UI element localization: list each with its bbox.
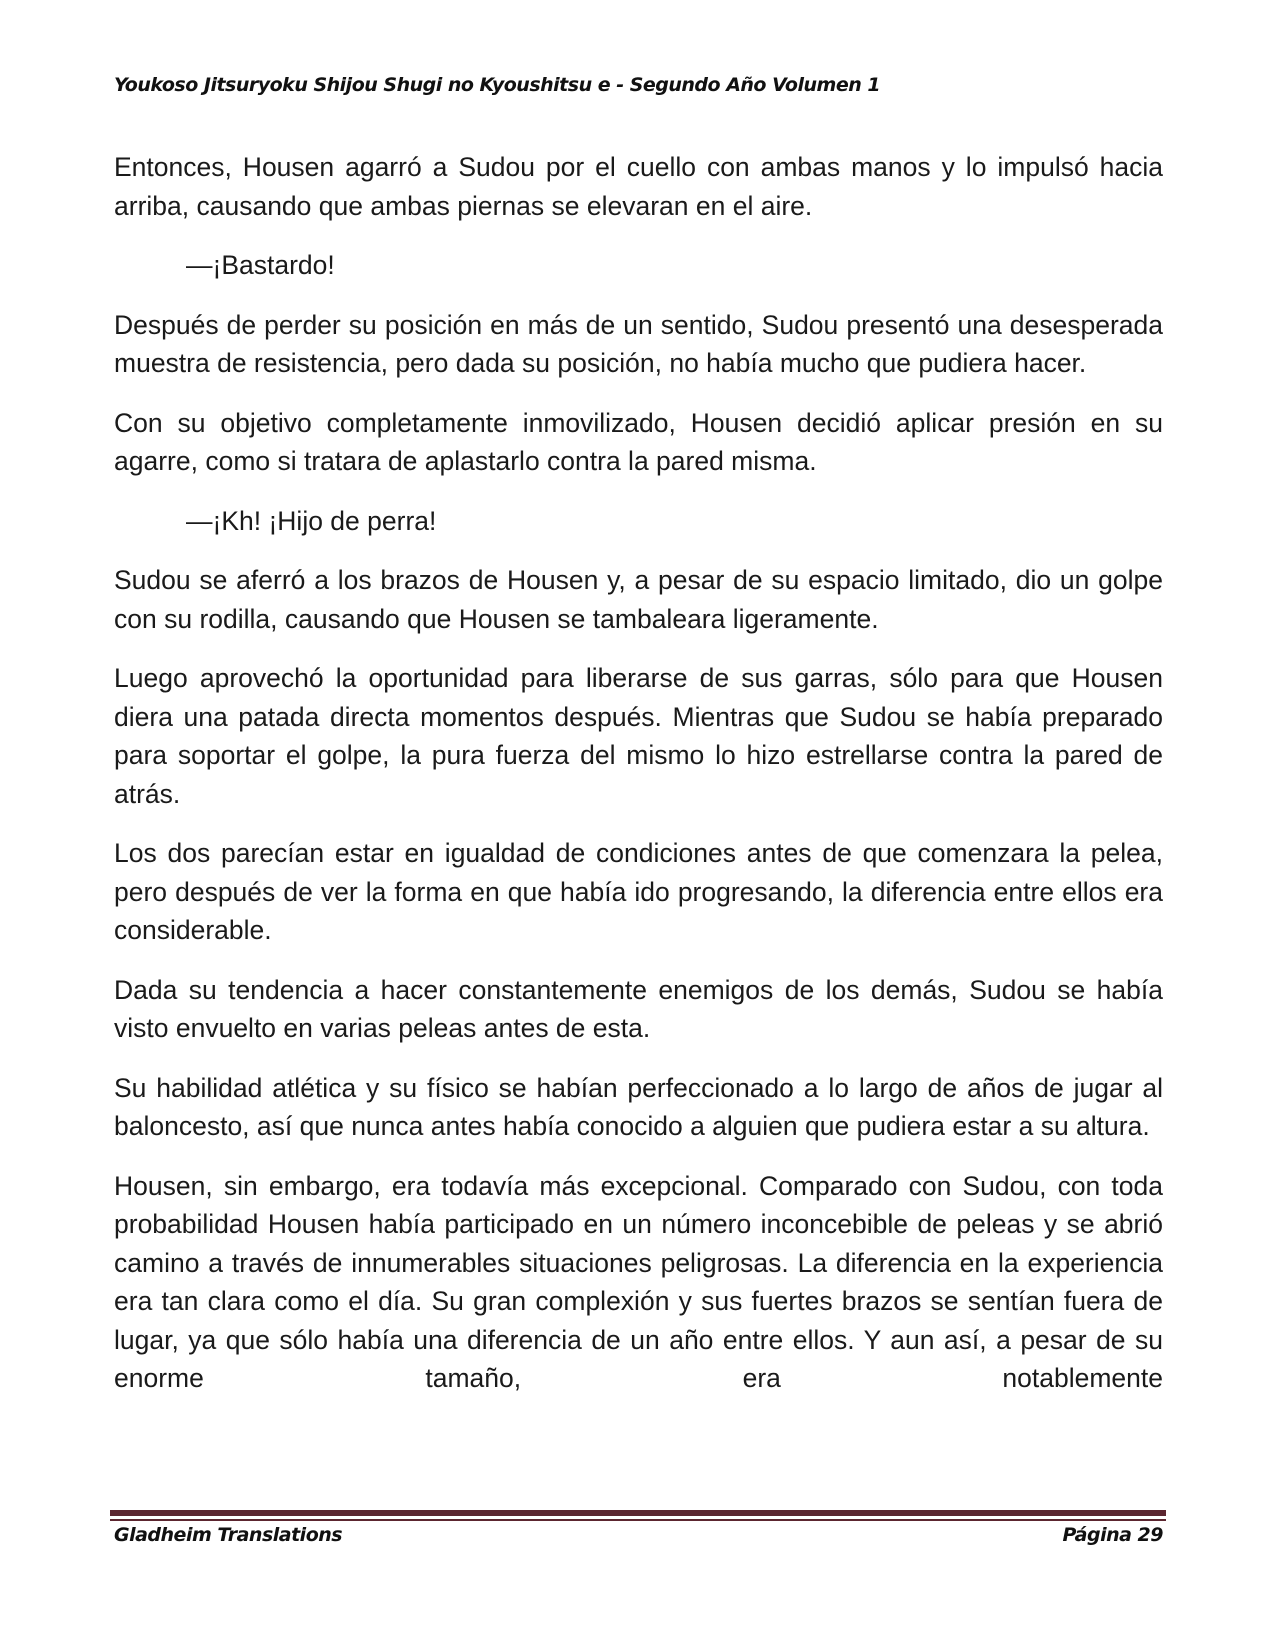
- paragraph: Con su objetivo completamente inmovilizado, Housen decidió aplicar presión en su agarre, como si tratara de aplastarlo contra la pared misma.: [114, 407, 1163, 476]
- footer-rule-thick: [110, 1510, 1166, 1516]
- dialog-line: —¡Bastardo!: [186, 250, 335, 280]
- footer-rule-thin: [110, 1519, 1166, 1521]
- paragraph: Su habilidad atlética y su físico se habían perfeccionado a lo largo de años de jugar al baloncesto, así que nunca antes había conocido a alguien que pudiera estar a su altura.: [114, 1072, 1163, 1141]
- paragraph: Dada su tendencia a hacer constantemente enemigos de los demás, Sudou se había visto envuelto en varias peleas antes de esta.: [114, 974, 1163, 1043]
- footer-page-number: Página 29: [1062, 1524, 1163, 1546]
- paragraph: Los dos parecían estar en igualdad de condiciones antes de que comenzara la pelea, pero después de ver la forma en que había ido progresando, la diferencia entre ellos era considerable.: [114, 838, 1163, 945]
- paragraph: Sudou se aferró a los brazos de Housen y, a pesar de su espacio limitado, dio un golpe con su rodilla, causando que Housen se tambaleara ligeramente.: [114, 565, 1163, 634]
- page-body: [114, 148, 1163, 1419]
- running-header: Youkoso Jitsuryoku Shijou Shugi no Kyoushitsu e - Segundo Año Volumen 1: [114, 74, 881, 96]
- paragraph: Entonces, Housen agarró a Sudou por el cuello con ambas manos y lo impulsó hacia arriba, causando que ambas piernas se elevaran en el aire.: [114, 152, 1163, 221]
- dialog-line: —¡Kh! ¡Hijo de perra!: [186, 505, 437, 536]
- paragraph: Después de perder su posición en más de un sentido, Sudou presentó una desesperada muestra de resistencia, pero dada su posición, no había mucho que pudiera hacer.: [114, 309, 1163, 378]
- footer-translator: Gladheim Translations: [114, 1524, 343, 1546]
- paragraph: Luego aprovechó la oportunidad para liberarse de sus garras, sólo para que Housen diera una patada directa momentos después. Mientras que Sudou se había preparado para soportar el golpe, la pura fuerza del mismo lo hizo estrellarse contra la pared de atrás.: [114, 663, 1163, 809]
- paragraph: Housen, sin embargo, era todavía más excepcional. Comparado con Sudou, con toda probabilidad Housen había participado en un número inconcebible de peleas y se abrió camino a través de innumerables situaciones peligrosas. La diferencia en la experiencia era tan clara como el día. Su gran complexión y sus fuertes brazos se sentían fuera de lugar, ya que sólo había una diferencia de un año entre ellos. Y aun así, a pesar de su enorme tamaño, era notablemente: [114, 1170, 1163, 1393]
